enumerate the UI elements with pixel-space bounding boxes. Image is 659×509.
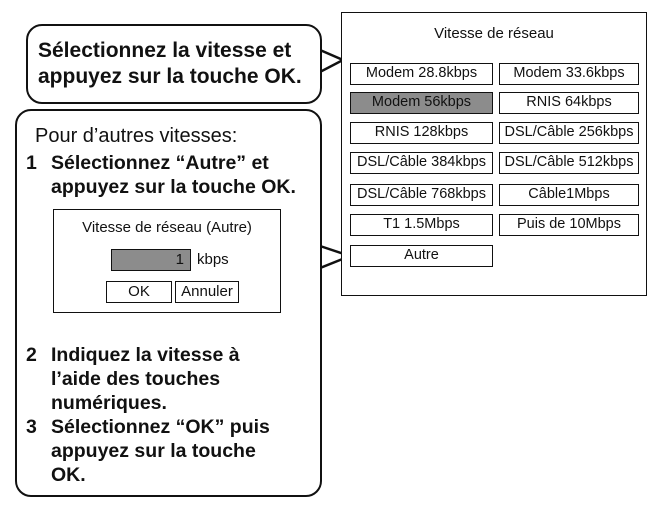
step-line: appuyez sur la touche: [51, 440, 256, 462]
step-line: Sélectionnez “OK” puis: [51, 416, 270, 438]
callout-line: appuyez sur la touche OK.: [38, 65, 302, 88]
speed-option-dsl-512[interactable]: DSL/Câble 512kbps: [499, 152, 639, 174]
callout-line: Sélectionnez la vitesse et: [38, 39, 292, 62]
step-line: appuyez sur la touche OK.: [51, 176, 296, 198]
step-number: 3: [26, 416, 37, 438]
speed-option-modem-28-8[interactable]: Modem 28.8kbps: [350, 63, 493, 85]
other-speed-dialog-title: Vitesse de réseau (Autre): [82, 219, 252, 236]
network-speed-dialog-title: Vitesse de réseau: [434, 25, 554, 42]
callout-select-speed-text: [38, 38, 302, 90]
step-number: 1: [26, 152, 37, 174]
speed-option-dsl-768[interactable]: DSL/Câble 768kbps: [350, 184, 493, 206]
other-speed-dialog: [53, 209, 281, 313]
cancel-button[interactable]: Annuler: [175, 281, 239, 303]
network-speed-dialog: [341, 12, 647, 296]
callout-select-speed: [26, 24, 322, 104]
speed-unit-label: kbps: [197, 251, 229, 268]
speed-option-rnis-128[interactable]: RNIS 128kbps: [350, 122, 493, 144]
callout-top-pointer: [320, 50, 343, 72]
speed-option-dsl-256[interactable]: DSL/Câble 256kbps: [499, 122, 639, 144]
step-line: Indiquez la vitesse à: [51, 344, 240, 366]
speed-option-t1[interactable]: T1 1.5Mbps: [350, 214, 493, 236]
callout-intro: Pour d’autres vitesses:: [35, 125, 238, 147]
step-line: l’aide des touches: [51, 368, 221, 390]
speed-option-autre[interactable]: Autre: [350, 245, 493, 267]
speed-option-10m[interactable]: Puis de 10Mbps: [499, 214, 639, 236]
speed-option-modem-33-6[interactable]: Modem 33.6kbps: [499, 63, 639, 85]
speed-option-dsl-384[interactable]: DSL/Câble 384kbps: [350, 152, 493, 174]
step-line: OK.: [51, 464, 86, 486]
speed-option-rnis-64[interactable]: RNIS 64kbps: [499, 92, 639, 114]
ok-button[interactable]: OK: [106, 281, 172, 303]
speed-value-input[interactable]: 1: [111, 249, 191, 271]
step-line: numériques.: [51, 392, 167, 414]
speed-option-cable-1m[interactable]: Câble1Mbps: [499, 184, 639, 206]
speed-option-modem-56[interactable]: Modem 56kbps: [350, 92, 493, 114]
step-number: 2: [26, 344, 37, 366]
callout-other-speeds: [15, 109, 322, 497]
step-line: Sélectionnez “Autre” et: [51, 152, 269, 174]
